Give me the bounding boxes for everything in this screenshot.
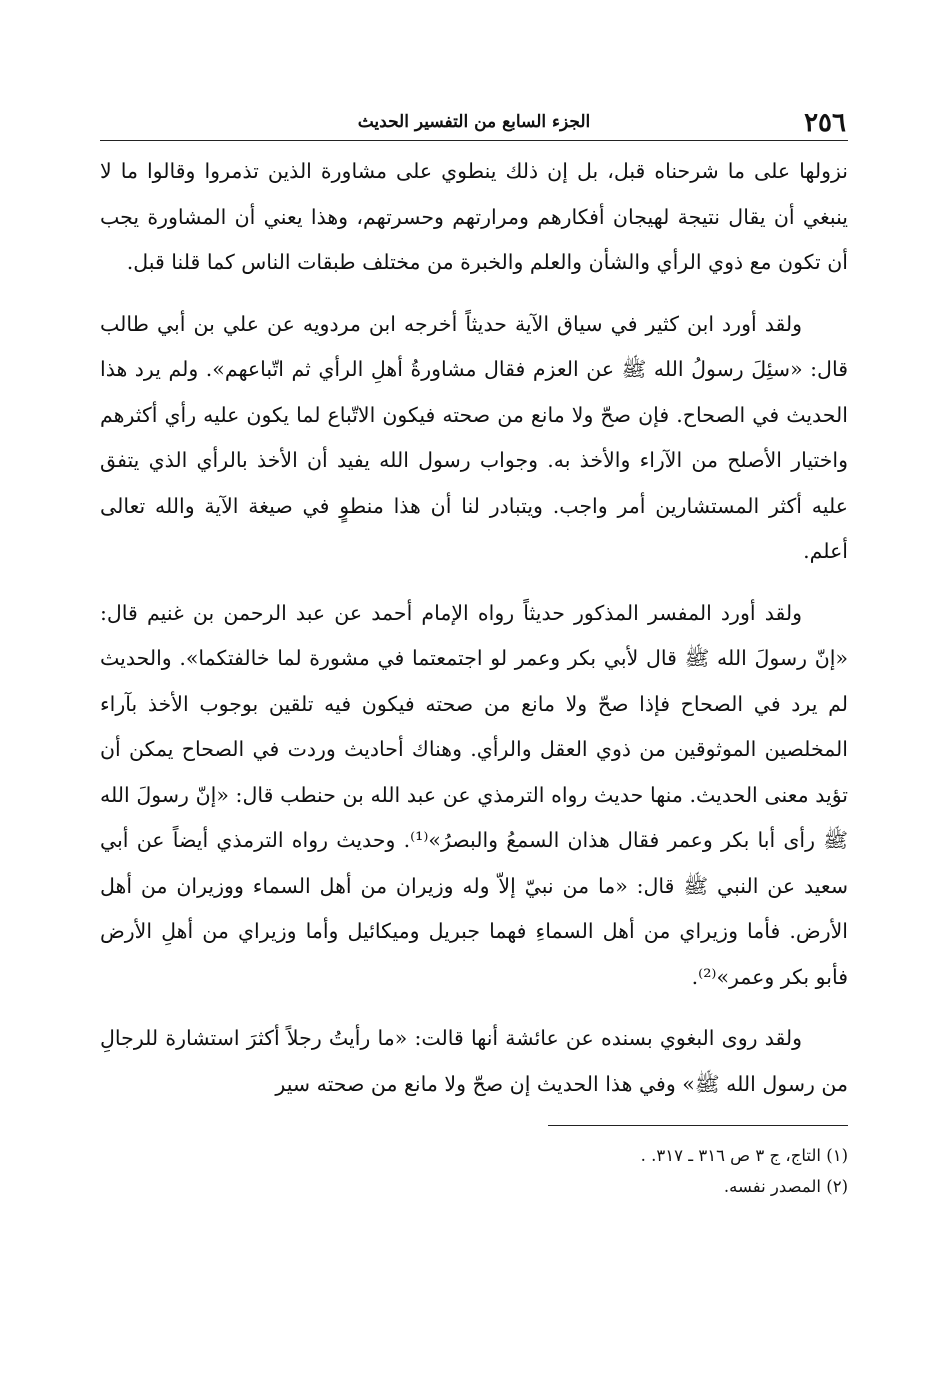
book-title: الجزء السابع من التفسير الحديث bbox=[357, 112, 591, 132]
paragraph: ولقد روى البغوي بسنده عن عائشة أنها قالت: «ما رأيتُ رجلاً أكثرَ استشارة للرجالِ من رسول الله ﷺ» وفي هذا الحديث إن صحّ ولا مانع من صحته سير bbox=[100, 1026, 848, 1096]
page-number: ٢٥٦ bbox=[804, 108, 846, 138]
footnote: (٢) المصدر نفسه. bbox=[723, 1177, 848, 1196]
paragraph: نزولها على ما شرحناه قبل، بل إن ذلك ينطوي على مشاورة الذين تذمروا وقالوا ما لا ينبغي أن يقال نتيجة لهيجان أفكارهم ومرارتهم وحسرتهم، وهذا يعني أن المشاورة يجب أن تكون مع ذوي الرأي والشأن والعلم والخبرة من مختلف طبقات الناس كما قلنا قبل. bbox=[100, 159, 848, 274]
document-page bbox=[100, 98, 848, 1202]
paragraph: ولقد أورد ابن كثير في سياق الآية حديثاً أخرجه ابن مردويه عن علي بن أبي طالب قال: «سئِلَ رسولُ الله ﷺ عن العزم فقال مشاورةُ أهلِ الرأي ثم اتّباعهم». ولم يرد هذا الحديث في الصحاح. فإن صحّ ولا مانع من صحته فيكون الاتّباع لما يكون عليه رأي أكثرهم واختيار الأصلح من الآراء والأخذ به. وجواب رسول الله يفيد أن الأخذ بالرأي الذي يتفق عليه أكثر المستشارين أمر واجب. ويتبادر لنا أن هذا منطوٍ في صيغة الآية والله تعالى أعلم. bbox=[100, 311, 848, 563]
footnote: (١) التاج، ج ٣ ص ٣١٦ ـ ٣١٧. . bbox=[640, 1146, 848, 1165]
paragraph: ولقد أورد المفسر المذكور حديثاً رواه الإمام أحمد عن عبد الرحمن بن غنيم قال: «إنّ رسولَ الله ﷺ قال لأبي بكر وعمر لو اجتمعتما في مشورة لما خالفتكما». والحديث لم يرد في الصحاح فإذا صحّ ولا مانع من صحته فيكون فيه تلقين بوجوب الأخذ بآراء المخلصين الموثوقين من ذوي العقل والرأي. وهناك أحاديث وردت في الصحاح يمكن أن تؤيد معنى الحديث. منها حديث رواه الترمذي عن عبد الله بن حنطب قال: «إنّ رسولَ الله ﷺ رأى أبا بكر وعمر فقال هذان السمعُ والبصرُ»⁽¹⁾. وحديث رواه الترمذي أيضاً عن أبي سعيد عن النبي ﷺ قال: «ما من نبيّ إلاّ وله وزيران من أهل السماء ووزيران من أهل الأرض. فأما وزيراي من أهل السماءِ فهما جبريل وميكائيل وأما وزيراي من أهلِ الأرض فأبو بكر وعمر»⁽²⁾. bbox=[100, 600, 848, 989]
footnote-divider bbox=[548, 1125, 848, 1126]
body-text bbox=[100, 149, 848, 1107]
running-header bbox=[100, 98, 848, 141]
footnotes bbox=[100, 1140, 848, 1202]
